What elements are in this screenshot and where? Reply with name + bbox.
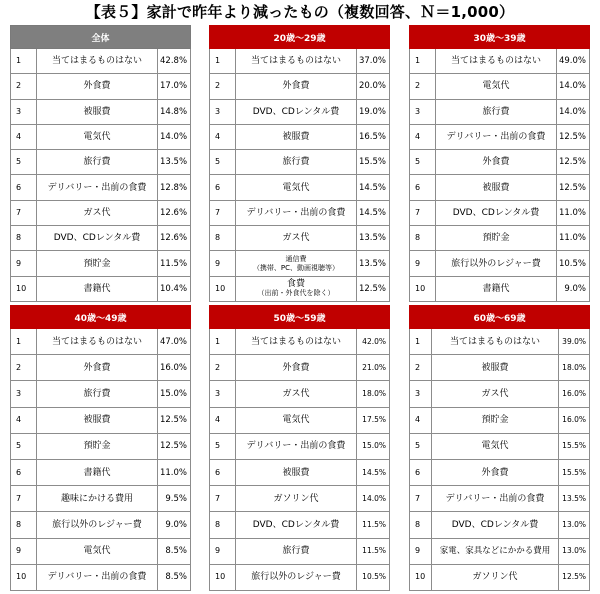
table-row	[210, 486, 390, 512]
table-row	[210, 564, 390, 590]
item-cell: 当てはまるものはない	[37, 329, 158, 355]
rank-cell: 4	[410, 407, 432, 433]
table-row	[210, 512, 390, 538]
percent-cell: 37.0%	[357, 49, 390, 74]
item-cell: デリバリー・出前の食費	[37, 175, 158, 200]
item-cell: 旅行費	[236, 150, 357, 175]
item-cell: ガス代	[432, 381, 559, 407]
percent-cell: 21.0%	[357, 355, 390, 381]
table-row	[410, 512, 590, 538]
item-cell: 電気代	[236, 175, 357, 200]
rank-cell: 9	[11, 251, 37, 276]
rank-cell: 8	[410, 226, 436, 251]
item-cell: 電気代	[37, 124, 158, 149]
percent-cell: 16.0%	[559, 381, 590, 407]
item-cell: 外食費	[236, 355, 357, 381]
item-cell: 預貯金	[37, 433, 158, 459]
percent-cell: 8.5%	[158, 538, 191, 564]
table-age-60s	[409, 305, 590, 591]
table-row	[11, 226, 191, 251]
rank-cell: 3	[410, 99, 436, 124]
table-row	[210, 276, 390, 301]
table-row	[410, 486, 590, 512]
percent-cell: 14.5%	[357, 459, 390, 485]
item-cell: 電気代	[436, 74, 557, 99]
item-cell: 被服費	[236, 459, 357, 485]
percent-cell: 13.5%	[357, 251, 390, 276]
table-row	[410, 200, 590, 225]
item-cell: ガス代	[236, 226, 357, 251]
rank-cell: 1	[210, 329, 236, 355]
item-cell: 旅行以外のレジャー費	[37, 512, 158, 538]
rank-cell: 7	[11, 486, 37, 512]
item-cell: ガス代	[37, 200, 158, 225]
item-cell: 預貯金	[436, 226, 557, 251]
percent-cell: 10.4%	[158, 276, 191, 301]
percent-cell: 9.5%	[158, 486, 191, 512]
percent-cell: 9.0%	[557, 276, 590, 301]
table-row	[210, 538, 390, 564]
item-cell: 趣味にかける費用	[37, 486, 158, 512]
rank-cell: 5	[210, 433, 236, 459]
table-row	[11, 175, 191, 200]
item-label: 通信費	[285, 254, 307, 263]
table-row	[11, 329, 191, 355]
percent-cell: 13.5%	[158, 150, 191, 175]
rank-cell: 3	[11, 381, 37, 407]
rank-cell: 5	[210, 150, 236, 175]
percent-cell: 18.0%	[357, 381, 390, 407]
table-row	[11, 200, 191, 225]
table-row	[410, 407, 590, 433]
item-cell: 電気代	[432, 433, 559, 459]
percent-cell: 17.5%	[357, 407, 390, 433]
percent-cell: 12.5%	[557, 124, 590, 149]
table-row	[410, 329, 590, 355]
rank-cell: 4	[410, 124, 436, 149]
table-row	[11, 407, 191, 433]
rank-cell: 5	[410, 150, 436, 175]
item-cell: 旅行以外のレジャー費	[236, 564, 357, 590]
table-row	[410, 251, 590, 276]
table-row	[410, 538, 590, 564]
percent-cell: 11.5%	[158, 251, 191, 276]
table-row	[11, 433, 191, 459]
table-row	[210, 226, 390, 251]
item-cell: 書籍代	[436, 276, 557, 301]
rank-cell: 1	[410, 329, 432, 355]
rank-cell: 7	[210, 486, 236, 512]
item-cell: 被服費	[37, 407, 158, 433]
rank-cell: 7	[210, 200, 236, 225]
percent-cell: 47.0%	[158, 329, 191, 355]
table-row	[210, 124, 390, 149]
percent-cell: 11.5%	[357, 512, 390, 538]
percent-cell: 39.0%	[559, 329, 590, 355]
item-cell: DVD、CDレンタル費	[236, 99, 357, 124]
rank-cell: 10	[11, 276, 37, 301]
table-row	[11, 124, 191, 149]
rank-cell: 1	[11, 49, 37, 74]
item-cell: 旅行費	[436, 99, 557, 124]
percent-cell: 19.0%	[357, 99, 390, 124]
percent-cell: 10.5%	[557, 251, 590, 276]
percent-cell: 9.0%	[158, 512, 191, 538]
table-row	[11, 459, 191, 485]
item-cell: DVD、CDレンタル費	[432, 512, 559, 538]
rank-cell: 8	[410, 512, 432, 538]
percent-cell: 15.0%	[158, 381, 191, 407]
item-cell	[236, 251, 357, 276]
percent-cell: 20.0%	[357, 74, 390, 99]
percent-cell: 10.5%	[357, 564, 390, 590]
table-header: 60歳～69歳	[410, 306, 590, 329]
table-row	[410, 459, 590, 485]
table-header: 50歳～59歳	[210, 306, 390, 329]
item-cell: 外食費	[236, 74, 357, 99]
table-header: 20歳～29歳	[210, 26, 390, 49]
table-row	[210, 99, 390, 124]
percent-cell: 12.8%	[158, 175, 191, 200]
table-row	[11, 276, 191, 301]
rank-cell: 1	[11, 329, 37, 355]
rank-cell: 6	[210, 459, 236, 485]
rank-cell: 3	[11, 99, 37, 124]
item-cell: ガス代	[236, 381, 357, 407]
item-cell: 当てはまるものはない	[432, 329, 559, 355]
rank-cell: 2	[11, 74, 37, 99]
item-cell: デリバリー・出前の食費	[432, 486, 559, 512]
table-row	[11, 74, 191, 99]
item-cell: 被服費	[432, 355, 559, 381]
rank-cell: 1	[210, 49, 236, 74]
rank-cell: 1	[410, 49, 436, 74]
table-row	[11, 355, 191, 381]
table-row	[11, 49, 191, 74]
item-cell: 旅行以外のレジャー費	[436, 251, 557, 276]
rank-cell: 9	[11, 538, 37, 564]
rank-cell: 9	[210, 251, 236, 276]
table-row	[410, 355, 590, 381]
table-row	[210, 200, 390, 225]
percent-cell: 15.5%	[559, 433, 590, 459]
rank-cell: 7	[410, 200, 436, 225]
rank-cell: 10	[210, 276, 236, 301]
rank-cell: 7	[410, 486, 432, 512]
percent-cell: 15.5%	[357, 150, 390, 175]
rank-cell: 8	[210, 226, 236, 251]
table-row	[410, 150, 590, 175]
item-cell: 書籍代	[37, 276, 158, 301]
table-row	[210, 74, 390, 99]
rank-cell: 4	[11, 407, 37, 433]
table-row	[210, 459, 390, 485]
rank-cell: 3	[410, 381, 432, 407]
item-cell: 外食費	[37, 74, 158, 99]
item-cell: 外食費	[432, 459, 559, 485]
table-age-40s	[10, 305, 191, 591]
rank-cell: 5	[11, 150, 37, 175]
table-row	[410, 99, 590, 124]
item-cell: 旅行費	[37, 150, 158, 175]
percent-cell: 13.5%	[357, 226, 390, 251]
percent-cell: 42.8%	[158, 49, 191, 74]
item-cell: 電気代	[37, 538, 158, 564]
percent-cell: 13.5%	[559, 486, 590, 512]
item-note: （出前・外食代を除く）	[257, 289, 335, 298]
table-row	[11, 381, 191, 407]
item-cell: 預貯金	[37, 251, 158, 276]
item-cell: デリバリー・出前の食費	[236, 433, 357, 459]
item-cell: 旅行費	[37, 381, 158, 407]
item-cell: 被服費	[236, 124, 357, 149]
percent-cell: 13.0%	[559, 538, 590, 564]
table-overall	[10, 25, 191, 302]
table-row	[210, 175, 390, 200]
percent-cell: 14.5%	[357, 175, 390, 200]
item-cell: 当てはまるものはない	[436, 49, 557, 74]
rank-cell: 2	[210, 355, 236, 381]
rank-cell: 10	[410, 564, 432, 590]
item-cell: DVD、CDレンタル費	[236, 512, 357, 538]
table-row	[410, 124, 590, 149]
percent-cell: 14.0%	[158, 124, 191, 149]
rank-cell: 7	[11, 200, 37, 225]
rank-cell: 3	[210, 381, 236, 407]
item-cell: 旅行費	[236, 538, 357, 564]
item-cell: 当てはまるものはない	[236, 329, 357, 355]
table-header: 40歳～49歳	[11, 306, 191, 329]
table-row	[11, 538, 191, 564]
table-row	[410, 226, 590, 251]
percent-cell: 42.0%	[357, 329, 390, 355]
percent-cell: 49.0%	[557, 49, 590, 74]
table-row	[11, 512, 191, 538]
rank-cell: 6	[210, 175, 236, 200]
percent-cell: 11.5%	[357, 538, 390, 564]
percent-cell: 12.5%	[557, 150, 590, 175]
item-cell: 外食費	[37, 355, 158, 381]
rank-cell: 4	[210, 407, 236, 433]
rank-cell: 3	[210, 99, 236, 124]
percent-cell: 16.5%	[357, 124, 390, 149]
rank-cell: 9	[210, 538, 236, 564]
percent-cell: 14.0%	[557, 74, 590, 99]
item-cell: デリバリー・出前の食費	[436, 124, 557, 149]
item-label: 食費	[286, 279, 305, 290]
item-cell: 書籍代	[37, 459, 158, 485]
percent-cell: 13.0%	[559, 512, 590, 538]
rank-cell: 8	[11, 226, 37, 251]
percent-cell: 11.0%	[557, 200, 590, 225]
table-row	[410, 381, 590, 407]
rank-cell: 8	[11, 512, 37, 538]
table-header: 全体	[11, 26, 191, 49]
table-row	[210, 49, 390, 74]
table-row	[210, 355, 390, 381]
item-cell: 家電、家具などにかかる費用	[432, 538, 559, 564]
table-row	[210, 251, 390, 276]
percent-cell: 14.0%	[357, 486, 390, 512]
percent-cell: 12.5%	[559, 564, 590, 590]
page-title: 【表５】家計で昨年より減ったもの（複数回答、Ｎ＝1,000）	[85, 3, 515, 21]
percent-cell: 16.0%	[559, 407, 590, 433]
percent-cell: 11.0%	[557, 226, 590, 251]
rank-cell: 9	[410, 251, 436, 276]
item-cell: ガソリン代	[236, 486, 357, 512]
rank-cell: 5	[410, 433, 432, 459]
percent-cell: 12.5%	[557, 175, 590, 200]
item-cell: 電気代	[236, 407, 357, 433]
table-row	[410, 433, 590, 459]
percent-cell: 16.0%	[158, 355, 191, 381]
item-cell: デリバリー・出前の食費	[37, 564, 158, 590]
rank-cell: 2	[11, 355, 37, 381]
table-row	[410, 276, 590, 301]
item-cell: 被服費	[37, 99, 158, 124]
percent-cell: 15.5%	[559, 459, 590, 485]
item-cell: 当てはまるものはない	[37, 49, 158, 74]
table-row	[410, 175, 590, 200]
table-row	[11, 564, 191, 590]
item-cell: 当てはまるものはない	[236, 49, 357, 74]
percent-cell: 14.5%	[357, 200, 390, 225]
item-cell: DVD、CDレンタル費	[37, 226, 158, 251]
table-row	[11, 150, 191, 175]
rank-cell: 8	[210, 512, 236, 538]
rank-cell: 10	[410, 276, 436, 301]
table-row	[11, 251, 191, 276]
table-row	[410, 564, 590, 590]
percent-cell: 12.5%	[158, 433, 191, 459]
percent-cell: 12.6%	[158, 200, 191, 225]
rank-cell: 2	[410, 74, 436, 99]
table-row	[210, 407, 390, 433]
rank-cell: 10	[11, 564, 37, 590]
item-cell	[236, 276, 357, 301]
percent-cell: 17.0%	[158, 74, 191, 99]
item-cell: DVD、CDレンタル費	[436, 200, 557, 225]
rank-cell: 6	[410, 175, 436, 200]
percent-cell: 15.0%	[357, 433, 390, 459]
item-cell: ガソリン代	[432, 564, 559, 590]
rank-cell: 2	[410, 355, 432, 381]
percent-cell: 14.8%	[158, 99, 191, 124]
percent-cell: 14.0%	[557, 99, 590, 124]
item-note: （携帯、PC、動画視聴等）	[252, 263, 340, 272]
percent-cell: 12.5%	[357, 276, 390, 301]
table-row	[210, 433, 390, 459]
table-row	[410, 49, 590, 74]
table-row	[11, 99, 191, 124]
rank-cell: 10	[210, 564, 236, 590]
table-age-50s	[209, 305, 390, 591]
table-row	[210, 150, 390, 175]
table-row	[410, 74, 590, 99]
rank-cell: 6	[11, 175, 37, 200]
rank-cell: 2	[210, 74, 236, 99]
percent-cell: 8.5%	[158, 564, 191, 590]
rank-cell: 6	[11, 459, 37, 485]
percent-cell: 12.5%	[158, 407, 191, 433]
percent-cell: 18.0%	[559, 355, 590, 381]
percent-cell: 12.6%	[158, 226, 191, 251]
rank-cell: 4	[11, 124, 37, 149]
table-header: 30歳～39歳	[410, 26, 590, 49]
rank-cell: 5	[11, 433, 37, 459]
item-cell: 被服費	[436, 175, 557, 200]
rank-cell: 6	[410, 459, 432, 485]
table-row	[11, 486, 191, 512]
rank-cell: 9	[410, 538, 432, 564]
item-cell: 預貯金	[432, 407, 559, 433]
table-row	[210, 329, 390, 355]
table-row	[210, 381, 390, 407]
item-cell: デリバリー・出前の食費	[236, 200, 357, 225]
table-age-20s	[209, 25, 390, 302]
item-cell: 外食費	[436, 150, 557, 175]
rank-cell: 4	[210, 124, 236, 149]
table-age-30s	[409, 25, 590, 302]
percent-cell: 11.0%	[158, 459, 191, 485]
